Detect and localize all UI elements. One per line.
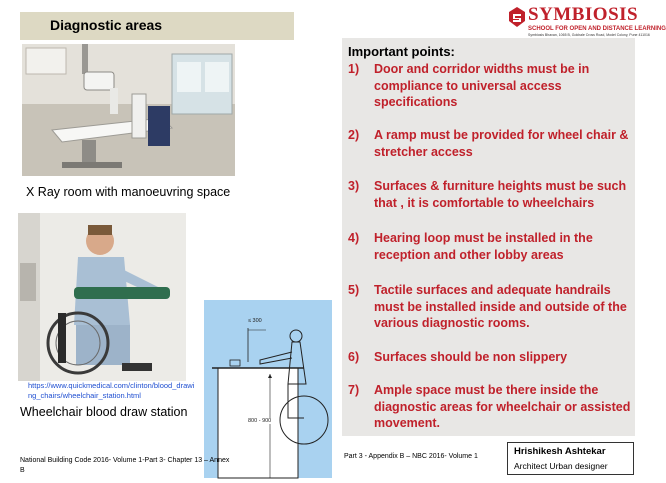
list-item-number: 4): [348, 231, 360, 245]
list-item-text: A ramp must be provided for wheel chair & stretcher access: [374, 128, 629, 159]
wheelchair-counter-diagram: [204, 300, 332, 478]
wheelchair-station-photo: [18, 213, 186, 381]
logo-subtitle: SCHOOL FOR OPEN AND DISTANCE LEARNING: [528, 26, 666, 32]
list-item-text: Ample space must be there inside the diagnostic areas for wheelchair or assisted movement.: [374, 383, 631, 430]
list-item-text: Hearing loop must be installed in the reception and other lobby areas: [374, 231, 593, 262]
list-item-number: 1): [348, 62, 360, 76]
logo-tagline: Symbiosis Bhavan, 1065 B, Gokhale Cross Road, Model Colony, Pune 411016: [528, 33, 650, 37]
xray-room-photo: [22, 44, 235, 176]
source-link[interactable]: https://www.quickmedical.com/clinton/blood_drawing_chairs/wheelchair_station.html: [28, 381, 195, 400]
diagram-top-label: ≤ 300: [248, 318, 262, 324]
author-box: [507, 442, 634, 475]
list-item-text: Surfaces & furniture heights must be such that , it is comfortable to wheelchairs: [374, 179, 627, 210]
logo-name: SYMBIOSIS: [528, 4, 639, 25]
list-item-number: 2): [348, 128, 360, 142]
author-name: Hrishikesh Ashtekar: [514, 446, 606, 457]
logo-emblem-icon: [508, 6, 526, 28]
symbiosis-logo: [506, 4, 666, 42]
page-title: Diagnostic areas: [50, 17, 163, 33]
list-item-text: Tactile surfaces and adequate handrails must be installed inside and outside of the various diagnostic rooms.: [374, 283, 627, 330]
list-item-number: 7): [348, 383, 360, 397]
wheelchair-caption: Wheelchair blood draw station: [20, 405, 188, 419]
list-item-number: 6): [348, 350, 360, 364]
list-item-text: Surfaces should be non slippery: [374, 350, 568, 364]
author-role: Architect Urban designer: [514, 461, 608, 471]
list-item-text: Door and corridor widths must be in compliance to universal access specifications: [374, 62, 590, 109]
points-heading: Important points:: [348, 44, 455, 59]
diagram-height-label: 800 - 900: [248, 418, 272, 424]
footer-appendix: Part 3 - Appendix B – NBC 2016- Volume 1: [344, 453, 478, 460]
xray-caption: X Ray room with manoeuvring space: [26, 185, 231, 199]
footer-reference: National Building Code 2016- Volume 1-Part 3- Chapter 13 – Annex B: [20, 457, 230, 474]
list-item-number: 3): [348, 179, 360, 193]
list-item-number: 5): [348, 283, 360, 297]
